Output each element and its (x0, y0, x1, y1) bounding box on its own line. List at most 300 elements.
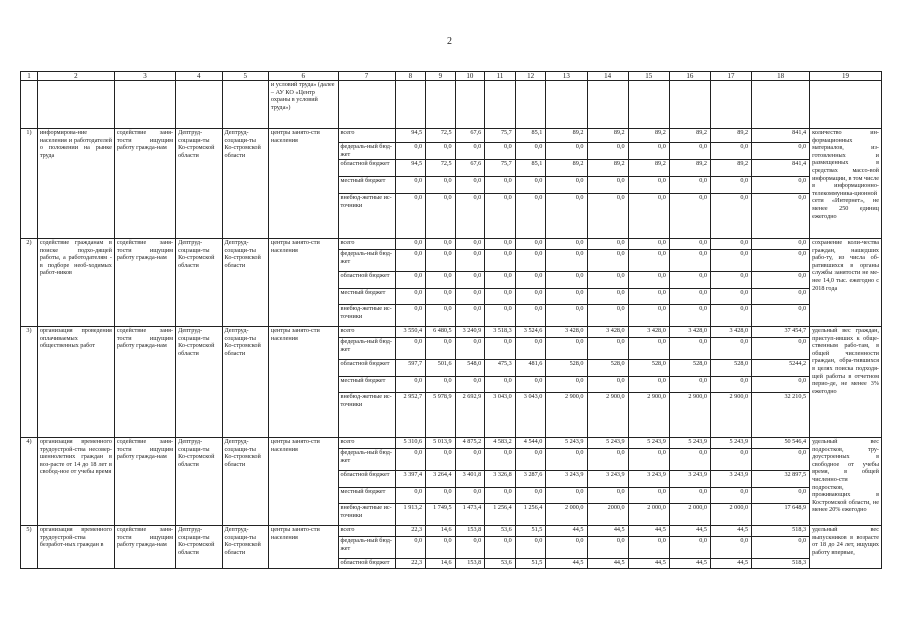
funding-source: внебюд-жетные ис-точники (338, 305, 395, 327)
funding-value: 0,0 (485, 250, 516, 272)
funding-value: 0,0 (515, 537, 546, 559)
activity-executor: Дептруд-соцзащи-ты Ко-стромской области (176, 239, 222, 327)
funding-value: 67,6 (455, 129, 485, 143)
funding-value: 3 550,4 (395, 327, 426, 338)
funding-value: 0,0 (546, 449, 587, 471)
funding-source: всего (338, 327, 395, 338)
continuation-cell (752, 81, 810, 129)
funding-value: 89,2 (669, 129, 710, 143)
funding-source: местный бюджет (338, 289, 395, 305)
funding-source: внебюд-жетные ис-точники (338, 194, 395, 239)
funding-value: 1 473,4 (455, 504, 485, 526)
funding-value: 0,0 (515, 239, 546, 250)
funding-value: 0,0 (485, 338, 516, 360)
column-number: 8 (395, 72, 426, 81)
funding-value: 2 900,0 (546, 393, 587, 438)
column-number: 5 (222, 72, 268, 81)
funding-source: местный бюджет (338, 377, 395, 393)
funding-value: 3 428,0 (669, 327, 710, 338)
funding-value: 89,2 (628, 160, 669, 177)
funding-value: 3 243,9 (546, 471, 587, 488)
funding-value: 89,2 (587, 160, 628, 177)
funding-value: 0,0 (485, 143, 516, 160)
funding-source: всего (338, 526, 395, 537)
continuation-cell (37, 81, 114, 129)
funding-value: 0,0 (752, 289, 810, 305)
funding-value: 2 000,0 (710, 504, 751, 526)
funding-value: 0,0 (515, 305, 546, 327)
funding-value: 5 978,9 (426, 393, 456, 438)
funding-value: 0,0 (485, 537, 516, 559)
funding-value: 0,0 (587, 338, 628, 360)
funding-value: 0,0 (752, 143, 810, 160)
funding-value: 0,0 (455, 272, 485, 289)
funding-source: областной бюджет (338, 471, 395, 488)
funding-value: 0,0 (752, 305, 810, 327)
funding-value: 0,0 (669, 143, 710, 160)
funding-value: 0,0 (426, 272, 456, 289)
activity-participant: центры занято-сти населения (268, 129, 338, 239)
funding-value: 89,2 (710, 129, 751, 143)
funding-value: 0,0 (515, 449, 546, 471)
funding-value: 0,0 (455, 177, 485, 194)
funding-value: 0,0 (455, 488, 485, 504)
funding-value: 2 000,0 (546, 504, 587, 526)
funding-value: 548,0 (455, 360, 485, 377)
continuation-row (21, 81, 882, 129)
funding-source: федераль-ный бюд-жет (338, 250, 395, 272)
funding-value: 475,3 (485, 360, 516, 377)
activity-name: организация проведения оплачиваемых общественных работ (37, 327, 114, 438)
column-number: 18 (752, 72, 810, 81)
funding-value: 1 256,4 (485, 504, 516, 526)
funding-value: 0,0 (710, 194, 751, 239)
funding-value: 32 897,5 (752, 471, 810, 488)
column-number: 6 (268, 72, 338, 81)
funding-value: 0,0 (587, 289, 628, 305)
funding-value: 5244,2 (752, 360, 810, 377)
funding-value: 0,0 (710, 177, 751, 194)
funding-value: 0,0 (752, 488, 810, 504)
funding-value: 0,0 (515, 488, 546, 504)
activity-task: содействие заня-тости ищущим работу гражда-нам (114, 327, 175, 438)
funding-value: 72,5 (426, 129, 456, 143)
funding-value: 22,3 (395, 526, 426, 537)
funding-value: 518,3 (752, 526, 810, 537)
funding-value: 0,0 (546, 537, 587, 559)
activity-subrow (21, 526, 882, 537)
continuation-participant-text: и условий труда» (далее – АУ КО «Центр охраны в условий труда») (268, 81, 338, 129)
funding-value: 0,0 (455, 194, 485, 239)
funding-value: 2 000,0 (669, 504, 710, 526)
funding-value: 0,0 (752, 239, 810, 250)
continuation-cell (395, 81, 426, 129)
funding-value: 5 243,9 (546, 438, 587, 449)
funding-value: 0,0 (426, 537, 456, 559)
funding-value: 6 480,5 (426, 327, 456, 338)
funding-value: 3 243,9 (669, 471, 710, 488)
continuation-cell (485, 81, 516, 129)
activity-subrow (21, 438, 882, 449)
funding-value: 0,0 (455, 250, 485, 272)
funding-value: 44,5 (628, 559, 669, 569)
activity-task: содействие заня-тости ищущим работу гражда-нам (114, 526, 175, 569)
funding-value: 0,0 (752, 177, 810, 194)
funding-value: 0,0 (752, 377, 810, 393)
funding-value: 0,0 (546, 177, 587, 194)
funding-value: 3 043,0 (485, 393, 516, 438)
funding-value: 0,0 (710, 143, 751, 160)
funding-value: 0,0 (395, 537, 426, 559)
column-number: 17 (710, 72, 751, 81)
funding-value: 0,0 (669, 250, 710, 272)
funding-value: 0,0 (710, 537, 751, 559)
funding-value: 51,5 (515, 526, 546, 537)
funding-value: 5 310,6 (395, 438, 426, 449)
funding-value: 0,0 (455, 143, 485, 160)
funding-value: 3 043,0 (515, 393, 546, 438)
funding-value: 37 454,7 (752, 327, 810, 338)
funding-value: 0,0 (515, 289, 546, 305)
column-number: 10 (455, 72, 485, 81)
funding-value: 0,0 (395, 488, 426, 504)
table-body (21, 72, 882, 569)
continuation-cell (628, 81, 669, 129)
funding-value: 0,0 (395, 143, 426, 160)
continuation-cell (515, 81, 546, 129)
funding-value: 0,0 (426, 377, 456, 393)
funding-value: 44,5 (710, 526, 751, 537)
funding-value: 0,0 (515, 177, 546, 194)
funding-value: 50 546,4 (752, 438, 810, 449)
activity-name: организация временного трудоустрой-ства несовер-шеннолетних граждан в воз-расте от 14 до 18 лет в свобод-ное от учебы время (37, 438, 114, 526)
funding-value: 3 401,8 (455, 471, 485, 488)
funding-value: 3 326,8 (485, 471, 516, 488)
funding-value: 528,0 (587, 360, 628, 377)
funding-value: 0,0 (395, 239, 426, 250)
funding-value: 0,0 (426, 305, 456, 327)
column-number: 13 (546, 72, 587, 81)
funding-value: 0,0 (752, 537, 810, 559)
funding-value: 3 264,4 (426, 471, 456, 488)
funding-value: 0,0 (426, 143, 456, 160)
funding-value: 0,0 (546, 289, 587, 305)
activity-number: 3) (21, 327, 38, 438)
funding-value: 44,5 (546, 526, 587, 537)
funding-value: 0,0 (669, 305, 710, 327)
funding-value: 1 749,5 (426, 504, 456, 526)
funding-value: 0,0 (628, 537, 669, 559)
funding-value: 0,0 (628, 239, 669, 250)
funding-value: 0,0 (587, 272, 628, 289)
funding-value: 0,0 (710, 272, 751, 289)
funding-value: 2000,0 (587, 504, 628, 526)
funding-value: 1 256,4 (515, 504, 546, 526)
funding-value: 0,0 (455, 305, 485, 327)
funding-value: 3 243,9 (587, 471, 628, 488)
funding-value: 0,0 (395, 289, 426, 305)
funding-value: 0,0 (395, 305, 426, 327)
funding-value: 72,5 (426, 160, 456, 177)
funding-value: 528,0 (546, 360, 587, 377)
funding-value: 153,8 (455, 559, 485, 569)
funding-value: 0,0 (628, 338, 669, 360)
funding-value: 0,0 (669, 488, 710, 504)
funding-source: внебюд-жетные ис-точники (338, 393, 395, 438)
funding-value: 528,0 (710, 360, 751, 377)
funding-value: 0,0 (395, 338, 426, 360)
funding-value: 44,5 (669, 559, 710, 569)
funding-source: федераль-ный бюд-жет (338, 143, 395, 160)
continuation-cell (114, 81, 175, 129)
funding-value: 3 428,0 (587, 327, 628, 338)
funding-value: 2 900,0 (628, 393, 669, 438)
funding-value: 0,0 (710, 239, 751, 250)
continuation-cell (587, 81, 628, 129)
funding-value: 89,2 (587, 129, 628, 143)
activity-number: 1) (21, 129, 38, 239)
activity-subrow (21, 327, 882, 338)
activity-participant: центры занято-сти населения (268, 239, 338, 327)
funding-value: 0,0 (426, 239, 456, 250)
funding-value: 0,0 (710, 338, 751, 360)
funding-value: 528,0 (669, 360, 710, 377)
funding-value: 0,0 (515, 250, 546, 272)
funding-value: 2 900,0 (587, 393, 628, 438)
funding-value: 0,0 (628, 177, 669, 194)
column-number: 16 (669, 72, 710, 81)
funding-value: 0,0 (395, 449, 426, 471)
funding-value: 85,1 (515, 160, 546, 177)
activity-participant: центры занято-сти населения (268, 327, 338, 438)
activity-result: удельный вес выпускников в возрасте от 18 до 24 лет, ищущих работу впервые, (810, 526, 882, 569)
funding-value: 4 875,2 (455, 438, 485, 449)
funding-value: 0,0 (669, 272, 710, 289)
activity-name: информирова-ние населения и работодателей о положении на рынке труда (37, 129, 114, 239)
funding-value: 0,0 (395, 194, 426, 239)
funding-value: 0,0 (485, 305, 516, 327)
funding-value: 75,7 (485, 160, 516, 177)
column-number: 19 (810, 72, 882, 81)
funding-value: 0,0 (515, 143, 546, 160)
activity-number: 5) (21, 526, 38, 569)
funding-value: 0,0 (752, 338, 810, 360)
funding-value: 44,5 (587, 559, 628, 569)
funding-value: 0,0 (628, 488, 669, 504)
activity-executor: Дептруд-соцзащи-ты Ко-стромской области (176, 526, 222, 569)
funding-value: 0,0 (546, 272, 587, 289)
funding-value: 0,0 (515, 194, 546, 239)
funding-value: 0,0 (395, 272, 426, 289)
funding-value: 94,5 (395, 160, 426, 177)
funding-value: 3 428,0 (628, 327, 669, 338)
continuation-cell (426, 81, 456, 129)
funding-value: 0,0 (426, 338, 456, 360)
funding-value: 0,0 (669, 449, 710, 471)
funding-value: 3 287,6 (515, 471, 546, 488)
funding-value: 0,0 (546, 305, 587, 327)
funding-value: 89,2 (710, 160, 751, 177)
funding-value: 5 013,9 (426, 438, 456, 449)
funding-value: 0,0 (485, 289, 516, 305)
funding-value: 0,0 (546, 488, 587, 504)
funding-value: 5 243,9 (710, 438, 751, 449)
funding-value: 0,0 (515, 377, 546, 393)
funding-value: 0,0 (669, 239, 710, 250)
funding-value: 0,0 (485, 177, 516, 194)
funding-value: 0,0 (669, 289, 710, 305)
activity-number: 2) (21, 239, 38, 327)
funding-value: 0,0 (710, 305, 751, 327)
activity-result: сохранение коли-чества граждан, нашедших рабо-ту, из числа об-ратившихся в органы службы занятости не ме-нее 14,0 тыс. ежегодно с 2018 года (810, 239, 882, 327)
funding-value: 0,0 (710, 488, 751, 504)
funding-value: 518,3 (752, 559, 810, 569)
activity-coexecutor: Дептруд-соцзащи-ты Ко-стромской области (222, 438, 268, 526)
activity-coexecutor: Дептруд-соцзащи-ты Ко-стромской области (222, 129, 268, 239)
funding-value: 89,2 (669, 160, 710, 177)
funding-value: 0,0 (587, 177, 628, 194)
funding-value: 2 900,0 (669, 393, 710, 438)
continuation-cell (455, 81, 485, 129)
activity-task: содействие заня-тости ищущим работу гражда-нам (114, 239, 175, 327)
activity-executor: Дептруд-соцзащи-ты Ко-стромской области (176, 327, 222, 438)
funding-value: 3 524,6 (515, 327, 546, 338)
funding-value: 1 913,2 (395, 504, 426, 526)
funding-value: 0,0 (628, 305, 669, 327)
funding-value: 0,0 (628, 143, 669, 160)
funding-value: 0,0 (710, 250, 751, 272)
column-number: 3 (114, 72, 175, 81)
funding-value: 3 428,0 (710, 327, 751, 338)
funding-value: 0,0 (455, 537, 485, 559)
funding-value: 0,0 (395, 377, 426, 393)
activity-result: удельный вес подростков, тру-доустроенных в свободное от учебы время, в общей численно-сти подростков, проживающих в Костромской области, не менее 20% ежегодно (810, 438, 882, 526)
funding-value: 0,0 (485, 488, 516, 504)
funding-value: 14,6 (426, 559, 456, 569)
column-number: 9 (426, 72, 456, 81)
funding-source: федераль-ный бюд-жет (338, 449, 395, 471)
continuation-cell (669, 81, 710, 129)
funding-value: 0,0 (485, 239, 516, 250)
funding-value: 0,0 (752, 449, 810, 471)
funding-value: 0,0 (485, 449, 516, 471)
activity-executor: Дептруд-соцзащи-ты Ко-стромской области (176, 129, 222, 239)
funding-value: 0,0 (669, 194, 710, 239)
funding-value: 4 544,0 (515, 438, 546, 449)
funding-value: 0,0 (669, 377, 710, 393)
funding-value: 0,0 (426, 488, 456, 504)
column-number: 15 (628, 72, 669, 81)
funding-value: 67,6 (455, 160, 485, 177)
activity-task: содействие заня-тости ищущим работу гражда-нам (114, 438, 175, 526)
funding-value: 0,0 (426, 449, 456, 471)
funding-value: 0,0 (546, 194, 587, 239)
activity-result: удельный вес граждан, приступ-ивших к обще-ственным рабо-там, в общей численности граждан, обра-тившихся в целях поиска подходя-щей работы в отчетном перио-де, не менее 3% ежегодно (810, 327, 882, 438)
column-number: 4 (176, 72, 222, 81)
funding-source: всего (338, 129, 395, 143)
continuation-cell (710, 81, 751, 129)
funding-value: 0,0 (587, 537, 628, 559)
funding-source: местный бюджет (338, 177, 395, 194)
funding-value: 44,5 (628, 526, 669, 537)
funding-source: всего (338, 239, 395, 250)
funding-value: 89,2 (628, 129, 669, 143)
column-number: 1 (21, 72, 38, 81)
funding-value: 44,5 (587, 526, 628, 537)
funding-value: 0,0 (546, 338, 587, 360)
funding-value: 0,0 (587, 488, 628, 504)
funding-value: 0,0 (752, 272, 810, 289)
column-number: 14 (587, 72, 628, 81)
funding-source: областной бюджет (338, 272, 395, 289)
activity-subrow (21, 239, 882, 250)
funding-value: 0,0 (395, 250, 426, 272)
funding-value: 528,0 (628, 360, 669, 377)
funding-value: 0,0 (587, 143, 628, 160)
funding-source: областной бюджет (338, 360, 395, 377)
funding-value: 0,0 (455, 449, 485, 471)
activity-task: содействие заня-тости ищущим работу гражда-нам (114, 129, 175, 239)
funding-value: 0,0 (752, 250, 810, 272)
funding-value: 0,0 (710, 449, 751, 471)
funding-value: 841,4 (752, 160, 810, 177)
funding-value: 2 900,0 (710, 393, 751, 438)
funding-source: федераль-ный бюд-жет (338, 338, 395, 360)
funding-value: 3 240,9 (455, 327, 485, 338)
funding-value: 841,4 (752, 129, 810, 143)
funding-source: областной бюджет (338, 160, 395, 177)
continuation-cell (338, 81, 395, 129)
funding-value: 5 243,9 (587, 438, 628, 449)
funding-value: 0,0 (546, 143, 587, 160)
activity-name: организация временного трудоустрой-ства безработ-ных граждан в (37, 526, 114, 569)
funding-value: 0,0 (628, 449, 669, 471)
funding-source: федераль-ный бюд-жет (338, 537, 395, 559)
funding-source: всего (338, 438, 395, 449)
continuation-cell (21, 81, 38, 129)
activity-coexecutor: Дептруд-соцзащи-ты Ко-стромской области (222, 327, 268, 438)
funding-value: 0,0 (455, 239, 485, 250)
funding-value: 0,0 (710, 377, 751, 393)
funding-value: 0,0 (669, 177, 710, 194)
continuation-cell (222, 81, 268, 129)
program-activities-table (20, 71, 882, 569)
funding-value: 2 952,7 (395, 393, 426, 438)
column-number-row (21, 72, 882, 81)
activity-coexecutor: Дептруд-соцзащи-ты Ко-стромской области (222, 239, 268, 327)
funding-value: 94,5 (395, 129, 426, 143)
funding-source: внебюд-жетные ис-точники (338, 504, 395, 526)
funding-value: 3 518,3 (485, 327, 516, 338)
funding-value: 597,7 (395, 360, 426, 377)
funding-value: 44,5 (546, 559, 587, 569)
funding-value: 5 243,9 (628, 438, 669, 449)
funding-value: 0,0 (426, 194, 456, 239)
activity-subrow (21, 129, 882, 143)
funding-value: 89,2 (546, 129, 587, 143)
page-number: 2 (447, 36, 452, 47)
funding-value: 0,0 (587, 305, 628, 327)
funding-value: 0,0 (485, 194, 516, 239)
funding-value: 0,0 (546, 250, 587, 272)
funding-value: 14,6 (426, 526, 456, 537)
funding-value: 0,0 (455, 338, 485, 360)
funding-value: 0,0 (546, 377, 587, 393)
funding-value: 75,7 (485, 129, 516, 143)
funding-value: 3 243,9 (628, 471, 669, 488)
activity-executor: Дептруд-соцзащи-ты Ко-стромской области (176, 438, 222, 526)
funding-value: 0,0 (628, 250, 669, 272)
